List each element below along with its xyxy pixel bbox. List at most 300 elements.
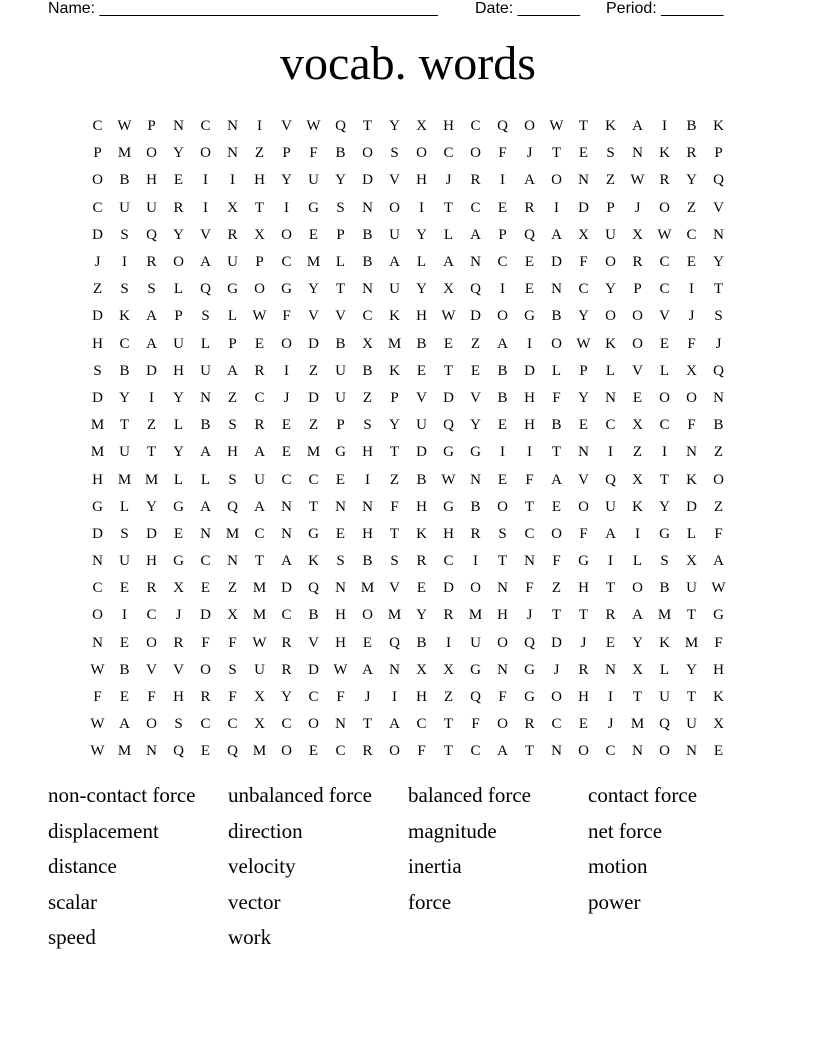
- grid-letter: A: [227, 362, 238, 379]
- grid-letter: T: [686, 689, 697, 706]
- grid-letter: X: [686, 553, 697, 570]
- grid-letter: K: [308, 553, 319, 570]
- grid-letter: N: [335, 716, 346, 733]
- grid-letter: M: [117, 743, 132, 760]
- grid-letter: C: [443, 145, 454, 162]
- grid-letter: U: [470, 634, 481, 651]
- grid-letter: N: [200, 525, 211, 542]
- grid-letter: X: [632, 417, 643, 434]
- grid-letter: V: [470, 389, 481, 406]
- grid-letter: U: [335, 389, 346, 406]
- grid-letter: U: [146, 199, 157, 216]
- period-field: Period: _______: [606, 0, 724, 17]
- grid-letter: U: [605, 226, 616, 243]
- grid-letter: C: [308, 689, 319, 706]
- grid-letter: D: [578, 199, 589, 216]
- grid-letter: Z: [227, 580, 238, 597]
- grid-letter: N: [146, 743, 157, 760]
- grid-letter: U: [173, 335, 184, 352]
- grid-letter: N: [335, 498, 346, 515]
- grid-letter: A: [200, 444, 211, 461]
- grid-letter: N: [470, 471, 481, 488]
- grid-letter: R: [470, 525, 481, 542]
- grid-letter: I: [284, 362, 289, 379]
- grid-letter: F: [579, 254, 588, 271]
- grid-letter: G: [578, 553, 589, 570]
- grid-row: [84, 412, 732, 439]
- grid-letter: N: [578, 444, 589, 461]
- grid-letter: Z: [605, 172, 616, 189]
- grid-letter: N: [200, 389, 211, 406]
- grid-letter: O: [551, 525, 562, 542]
- grid-letter: J: [688, 308, 695, 325]
- grid-row: [84, 684, 732, 711]
- grid-letter: A: [254, 444, 265, 461]
- grid-letter: E: [335, 525, 346, 542]
- grid-letter: C: [92, 580, 103, 597]
- grid-letter: O: [551, 172, 562, 189]
- grid-letter: X: [578, 226, 589, 243]
- word-bank-item: motion: [588, 854, 648, 879]
- grid-letter: R: [362, 743, 373, 760]
- grid-letter: F: [498, 145, 507, 162]
- grid-letter: V: [200, 226, 211, 243]
- grid-letter: O: [605, 254, 616, 271]
- grid-letter: B: [200, 417, 211, 434]
- grid-letter: O: [497, 308, 508, 325]
- grid-letter: X: [632, 661, 643, 678]
- grid-letter: L: [659, 362, 670, 379]
- grid-letter: X: [227, 199, 238, 216]
- grid-letter: S: [93, 362, 102, 379]
- grid-letter: S: [336, 553, 345, 570]
- grid-letter: Z: [470, 335, 481, 352]
- word-bank-item: force: [408, 889, 452, 914]
- grid-letter: C: [281, 607, 292, 624]
- grid-letter: C: [470, 118, 481, 135]
- grid-letter: U: [227, 254, 238, 271]
- grid-letter: V: [389, 172, 400, 189]
- grid-row: [84, 140, 732, 167]
- grid-letter: O: [200, 661, 211, 678]
- grid-letter: Y: [632, 634, 643, 651]
- grid-letter: A: [632, 118, 643, 135]
- word-bank-item: inertia: [408, 854, 462, 879]
- grid-letter: S: [228, 471, 237, 488]
- grid-letter: O: [146, 634, 157, 651]
- grid-letter: F: [687, 417, 696, 434]
- grid-letter: A: [470, 226, 481, 243]
- grid-letter: B: [551, 417, 562, 434]
- grid-letter: U: [335, 362, 346, 379]
- grid-letter: C: [470, 199, 481, 216]
- grid-letter: N: [686, 743, 697, 760]
- grid-letter: A: [443, 254, 454, 271]
- grid-letter: M: [360, 580, 375, 597]
- grid-letter: I: [473, 553, 478, 570]
- grid-letter: Z: [308, 417, 319, 434]
- grid-letter: Y: [308, 281, 319, 298]
- grid-letter: E: [416, 580, 427, 597]
- grid-letter: F: [417, 743, 426, 760]
- word-bank-item: magnitude: [408, 818, 497, 843]
- grid-letter: B: [119, 661, 130, 678]
- grid-letter: P: [255, 254, 264, 271]
- grid-letter: I: [500, 172, 505, 189]
- word-bank-item: non-contact force: [48, 783, 196, 807]
- grid-letter: Y: [416, 226, 427, 243]
- grid-letter: M: [387, 607, 402, 624]
- grid-letter: X: [173, 580, 184, 597]
- grid-row: [84, 521, 732, 548]
- grid-row: [84, 602, 732, 629]
- grid-letter: N: [335, 580, 346, 597]
- grid-letter: R: [146, 254, 157, 271]
- grid-letter: O: [524, 118, 535, 135]
- grid-letter: O: [497, 634, 508, 651]
- grid-letter: T: [551, 607, 562, 624]
- grid-letter: G: [335, 444, 346, 461]
- grid-letter: E: [308, 743, 319, 760]
- grid-letter: S: [660, 553, 669, 570]
- header-fields: [0, 0, 816, 21]
- grid-letter: O: [659, 743, 670, 760]
- grid-letter: R: [173, 199, 184, 216]
- grid-letter: L: [200, 471, 211, 488]
- grid-letter: O: [92, 607, 103, 624]
- grid-letter: Z: [308, 362, 319, 379]
- grid-letter: N: [227, 145, 238, 162]
- grid-letter: T: [524, 743, 535, 760]
- grid-letter: G: [308, 199, 319, 216]
- grid-letter: Q: [524, 226, 535, 243]
- grid-letter: I: [365, 471, 370, 488]
- grid-letter: U: [389, 226, 400, 243]
- grid-letter: M: [630, 716, 645, 733]
- grid-letter: A: [254, 498, 265, 515]
- grid-letter: J: [715, 335, 722, 352]
- grid-letter: E: [524, 281, 535, 298]
- grid-letter: M: [90, 417, 105, 434]
- grid-letter: X: [254, 226, 265, 243]
- grid-letter: E: [686, 254, 697, 271]
- grid-letter: C: [659, 254, 670, 271]
- grid-letter: M: [306, 444, 321, 461]
- grid-letter: V: [173, 661, 184, 678]
- grid-letter: G: [470, 661, 481, 678]
- grid-letter: Y: [686, 172, 697, 189]
- grid-letter: M: [117, 471, 132, 488]
- grid-letter: P: [228, 335, 237, 352]
- grid-letter: O: [551, 689, 562, 706]
- grid-letter: M: [225, 525, 240, 542]
- grid-letter: L: [200, 335, 211, 352]
- grid-letter: L: [227, 308, 238, 325]
- grid-letter: O: [308, 716, 319, 733]
- grid-letter: Y: [578, 389, 589, 406]
- grid-letter: D: [443, 580, 454, 597]
- grid-letter: C: [659, 281, 670, 298]
- grid-letter: Y: [389, 417, 400, 434]
- grid-letter: X: [443, 281, 454, 298]
- grid-letter: B: [713, 417, 724, 434]
- grid-letter: Q: [497, 118, 508, 135]
- grid-letter: O: [362, 145, 373, 162]
- grid-letter: H: [227, 444, 238, 461]
- grid-letter: F: [201, 634, 210, 651]
- grid-row: [84, 195, 732, 222]
- grid-letter: N: [281, 498, 292, 515]
- grid-letter: I: [149, 389, 154, 406]
- grid-letter: G: [281, 281, 292, 298]
- grid-letter: Q: [605, 471, 616, 488]
- grid-letter: D: [146, 362, 157, 379]
- grid-letter: Q: [146, 226, 157, 243]
- grid-letter: P: [633, 281, 642, 298]
- grid-letter: M: [306, 254, 321, 271]
- grid-letter: V: [659, 308, 670, 325]
- grid-letter: E: [119, 580, 130, 597]
- grid-letter: L: [173, 471, 184, 488]
- grid-letter: Z: [227, 389, 238, 406]
- grid-letter: O: [497, 498, 508, 515]
- grid-letter: R: [632, 254, 643, 271]
- grid-letter: D: [443, 389, 454, 406]
- word-bank-item: velocity: [228, 854, 296, 879]
- grid-letter: C: [254, 525, 265, 542]
- grid-letter: Y: [173, 145, 184, 162]
- grid-letter: N: [227, 118, 238, 135]
- grid-letter: Y: [416, 281, 427, 298]
- grid-letter: F: [498, 689, 507, 706]
- grid-row: [84, 548, 732, 575]
- grid-letter: C: [119, 335, 130, 352]
- page-title: vocab. words: [280, 37, 536, 90]
- grid-letter: M: [468, 607, 483, 624]
- grid-letter: D: [281, 580, 292, 597]
- grid-letter: L: [632, 553, 643, 570]
- grid-letter: J: [283, 389, 290, 406]
- word-bank-item: vector: [228, 889, 281, 914]
- grid-letter: O: [578, 743, 589, 760]
- grid-letter: G: [173, 498, 184, 515]
- grid-letter: F: [390, 498, 399, 515]
- grid-letter: D: [470, 308, 481, 325]
- grid-letter: I: [419, 199, 424, 216]
- grid-letter: T: [443, 716, 454, 733]
- grid-letter: C: [200, 118, 211, 135]
- grid-letter: O: [632, 308, 643, 325]
- grid-letter: F: [336, 689, 345, 706]
- grid-letter: X: [227, 607, 238, 624]
- grid-letter: F: [579, 525, 588, 542]
- grid-letter: N: [92, 553, 103, 570]
- grid-letter: X: [416, 661, 427, 678]
- grid-letter: U: [119, 199, 130, 216]
- grid-letter: O: [146, 716, 157, 733]
- grid-letter: D: [308, 335, 319, 352]
- grid-letter: N: [632, 743, 643, 760]
- grid-letter: Y: [713, 254, 724, 271]
- grid-letter: S: [390, 145, 399, 162]
- grid-letter: Q: [227, 743, 238, 760]
- grid-letter: Q: [713, 362, 724, 379]
- grid-letter: I: [500, 281, 505, 298]
- grid-letter: C: [227, 716, 238, 733]
- grid-letter: T: [443, 743, 454, 760]
- grid-row: [84, 222, 732, 249]
- word-bank-item: displacement: [48, 818, 159, 843]
- grid-letter: C: [605, 743, 616, 760]
- grid-letter: N: [362, 281, 373, 298]
- grid-letter: M: [252, 607, 267, 624]
- grid-letter: Y: [281, 689, 292, 706]
- grid-letter: F: [714, 634, 723, 651]
- grid-letter: L: [173, 281, 184, 298]
- grid-row: [84, 466, 732, 493]
- grid-letter: B: [362, 553, 373, 570]
- grid-letter: U: [605, 498, 616, 515]
- grid-letter: P: [282, 145, 291, 162]
- grid-letter: A: [389, 254, 400, 271]
- grid-letter: O: [416, 145, 427, 162]
- grid-letter: R: [227, 226, 238, 243]
- grid-letter: N: [578, 172, 589, 189]
- grid-letter: O: [92, 172, 103, 189]
- grid-letter: L: [119, 498, 130, 515]
- grid-letter: D: [551, 254, 562, 271]
- grid-row: [84, 167, 732, 194]
- grid-letter: T: [254, 199, 265, 216]
- grid-letter: E: [200, 580, 211, 597]
- grid-letter: Z: [713, 444, 724, 461]
- grid-letter: Q: [470, 281, 481, 298]
- grid-letter: X: [443, 661, 454, 678]
- grid-letter: E: [524, 254, 535, 271]
- grid-letter: X: [686, 362, 697, 379]
- grid-letter: O: [605, 308, 616, 325]
- grid-letter: Y: [578, 308, 589, 325]
- grid-letter: X: [632, 471, 643, 488]
- grid-letter: D: [92, 525, 103, 542]
- grid-letter: E: [497, 199, 508, 216]
- grid-letter: P: [336, 417, 345, 434]
- grid-letter: O: [146, 145, 157, 162]
- grid-letter: N: [389, 661, 400, 678]
- grid-letter: D: [551, 634, 562, 651]
- grid-letter: S: [120, 281, 129, 298]
- word-bank-item: distance: [48, 854, 117, 879]
- grid-letter: D: [200, 607, 211, 624]
- grid-letter: A: [119, 716, 130, 733]
- grid-letter: B: [119, 172, 130, 189]
- grid-letter: Q: [335, 118, 346, 135]
- grid-letter: N: [470, 254, 481, 271]
- grid-letter: A: [605, 525, 616, 542]
- grid-letter: N: [92, 634, 103, 651]
- grid-letter: B: [497, 389, 508, 406]
- grid-letter: O: [632, 335, 643, 352]
- grid-letter: T: [443, 199, 454, 216]
- grid-row: [84, 249, 732, 276]
- grid-letter: H: [254, 172, 265, 189]
- grid-letter: Q: [470, 689, 481, 706]
- grid-letter: F: [309, 145, 318, 162]
- grid-letter: T: [308, 498, 319, 515]
- grid-letter: T: [578, 118, 589, 135]
- grid-letter: F: [552, 553, 561, 570]
- grid-letter: R: [254, 417, 265, 434]
- grid-letter: O: [389, 743, 400, 760]
- grid-letter: Y: [335, 172, 346, 189]
- grid-letter: H: [362, 525, 373, 542]
- grid-letter: B: [416, 634, 427, 651]
- grid-letter: J: [634, 199, 641, 216]
- grid-letter: D: [686, 498, 697, 515]
- grid-letter: C: [146, 607, 157, 624]
- grid-letter: W: [252, 308, 267, 325]
- grid-letter: M: [252, 743, 267, 760]
- grid-letter: A: [497, 335, 508, 352]
- grid-letter: J: [445, 172, 452, 189]
- grid-letter: U: [416, 417, 427, 434]
- grid-letter: R: [578, 661, 589, 678]
- grid-letter: P: [174, 308, 183, 325]
- grid-letter: H: [443, 118, 454, 135]
- grid-letter: T: [389, 444, 400, 461]
- grid-letter: T: [389, 525, 400, 542]
- grid-letter: A: [389, 716, 400, 733]
- grid-letter: Z: [551, 580, 562, 597]
- grid-letter: Q: [713, 172, 724, 189]
- grid-letter: H: [92, 471, 103, 488]
- word-bank-item: power: [588, 889, 641, 914]
- grid-letter: E: [119, 634, 130, 651]
- grid-letter: N: [281, 525, 292, 542]
- grid-letter: I: [257, 118, 262, 135]
- grid-letter: R: [281, 634, 292, 651]
- grid-letter: E: [443, 335, 454, 352]
- grid-letter: H: [578, 580, 589, 597]
- grid-letter: B: [497, 362, 508, 379]
- grid-letter: R: [686, 145, 697, 162]
- grid-letter: I: [527, 444, 532, 461]
- grid-letter: F: [552, 389, 561, 406]
- grid-letter: Q: [308, 580, 319, 597]
- grid-letter: C: [281, 716, 292, 733]
- grid-letter: H: [335, 634, 346, 651]
- grid-letter: H: [578, 689, 589, 706]
- grid-letter: Q: [524, 634, 535, 651]
- word-bank-item: work: [228, 925, 272, 950]
- grid-letter: I: [284, 199, 289, 216]
- grid-letter: F: [525, 580, 534, 597]
- grid-letter: O: [713, 471, 724, 488]
- grid-letter: Y: [605, 281, 616, 298]
- grid-letter: E: [551, 498, 562, 515]
- grid-letter: M: [657, 607, 672, 624]
- grid-letter: C: [308, 471, 319, 488]
- grid-letter: W: [306, 118, 321, 135]
- grid-letter: W: [441, 471, 456, 488]
- grid-letter: R: [470, 172, 481, 189]
- grid-letter: C: [254, 389, 265, 406]
- grid-letter: V: [632, 362, 643, 379]
- word-bank-item: balanced force: [408, 783, 531, 807]
- grid-letter: L: [173, 417, 184, 434]
- grid-letter: O: [632, 580, 643, 597]
- grid-row: [84, 303, 732, 330]
